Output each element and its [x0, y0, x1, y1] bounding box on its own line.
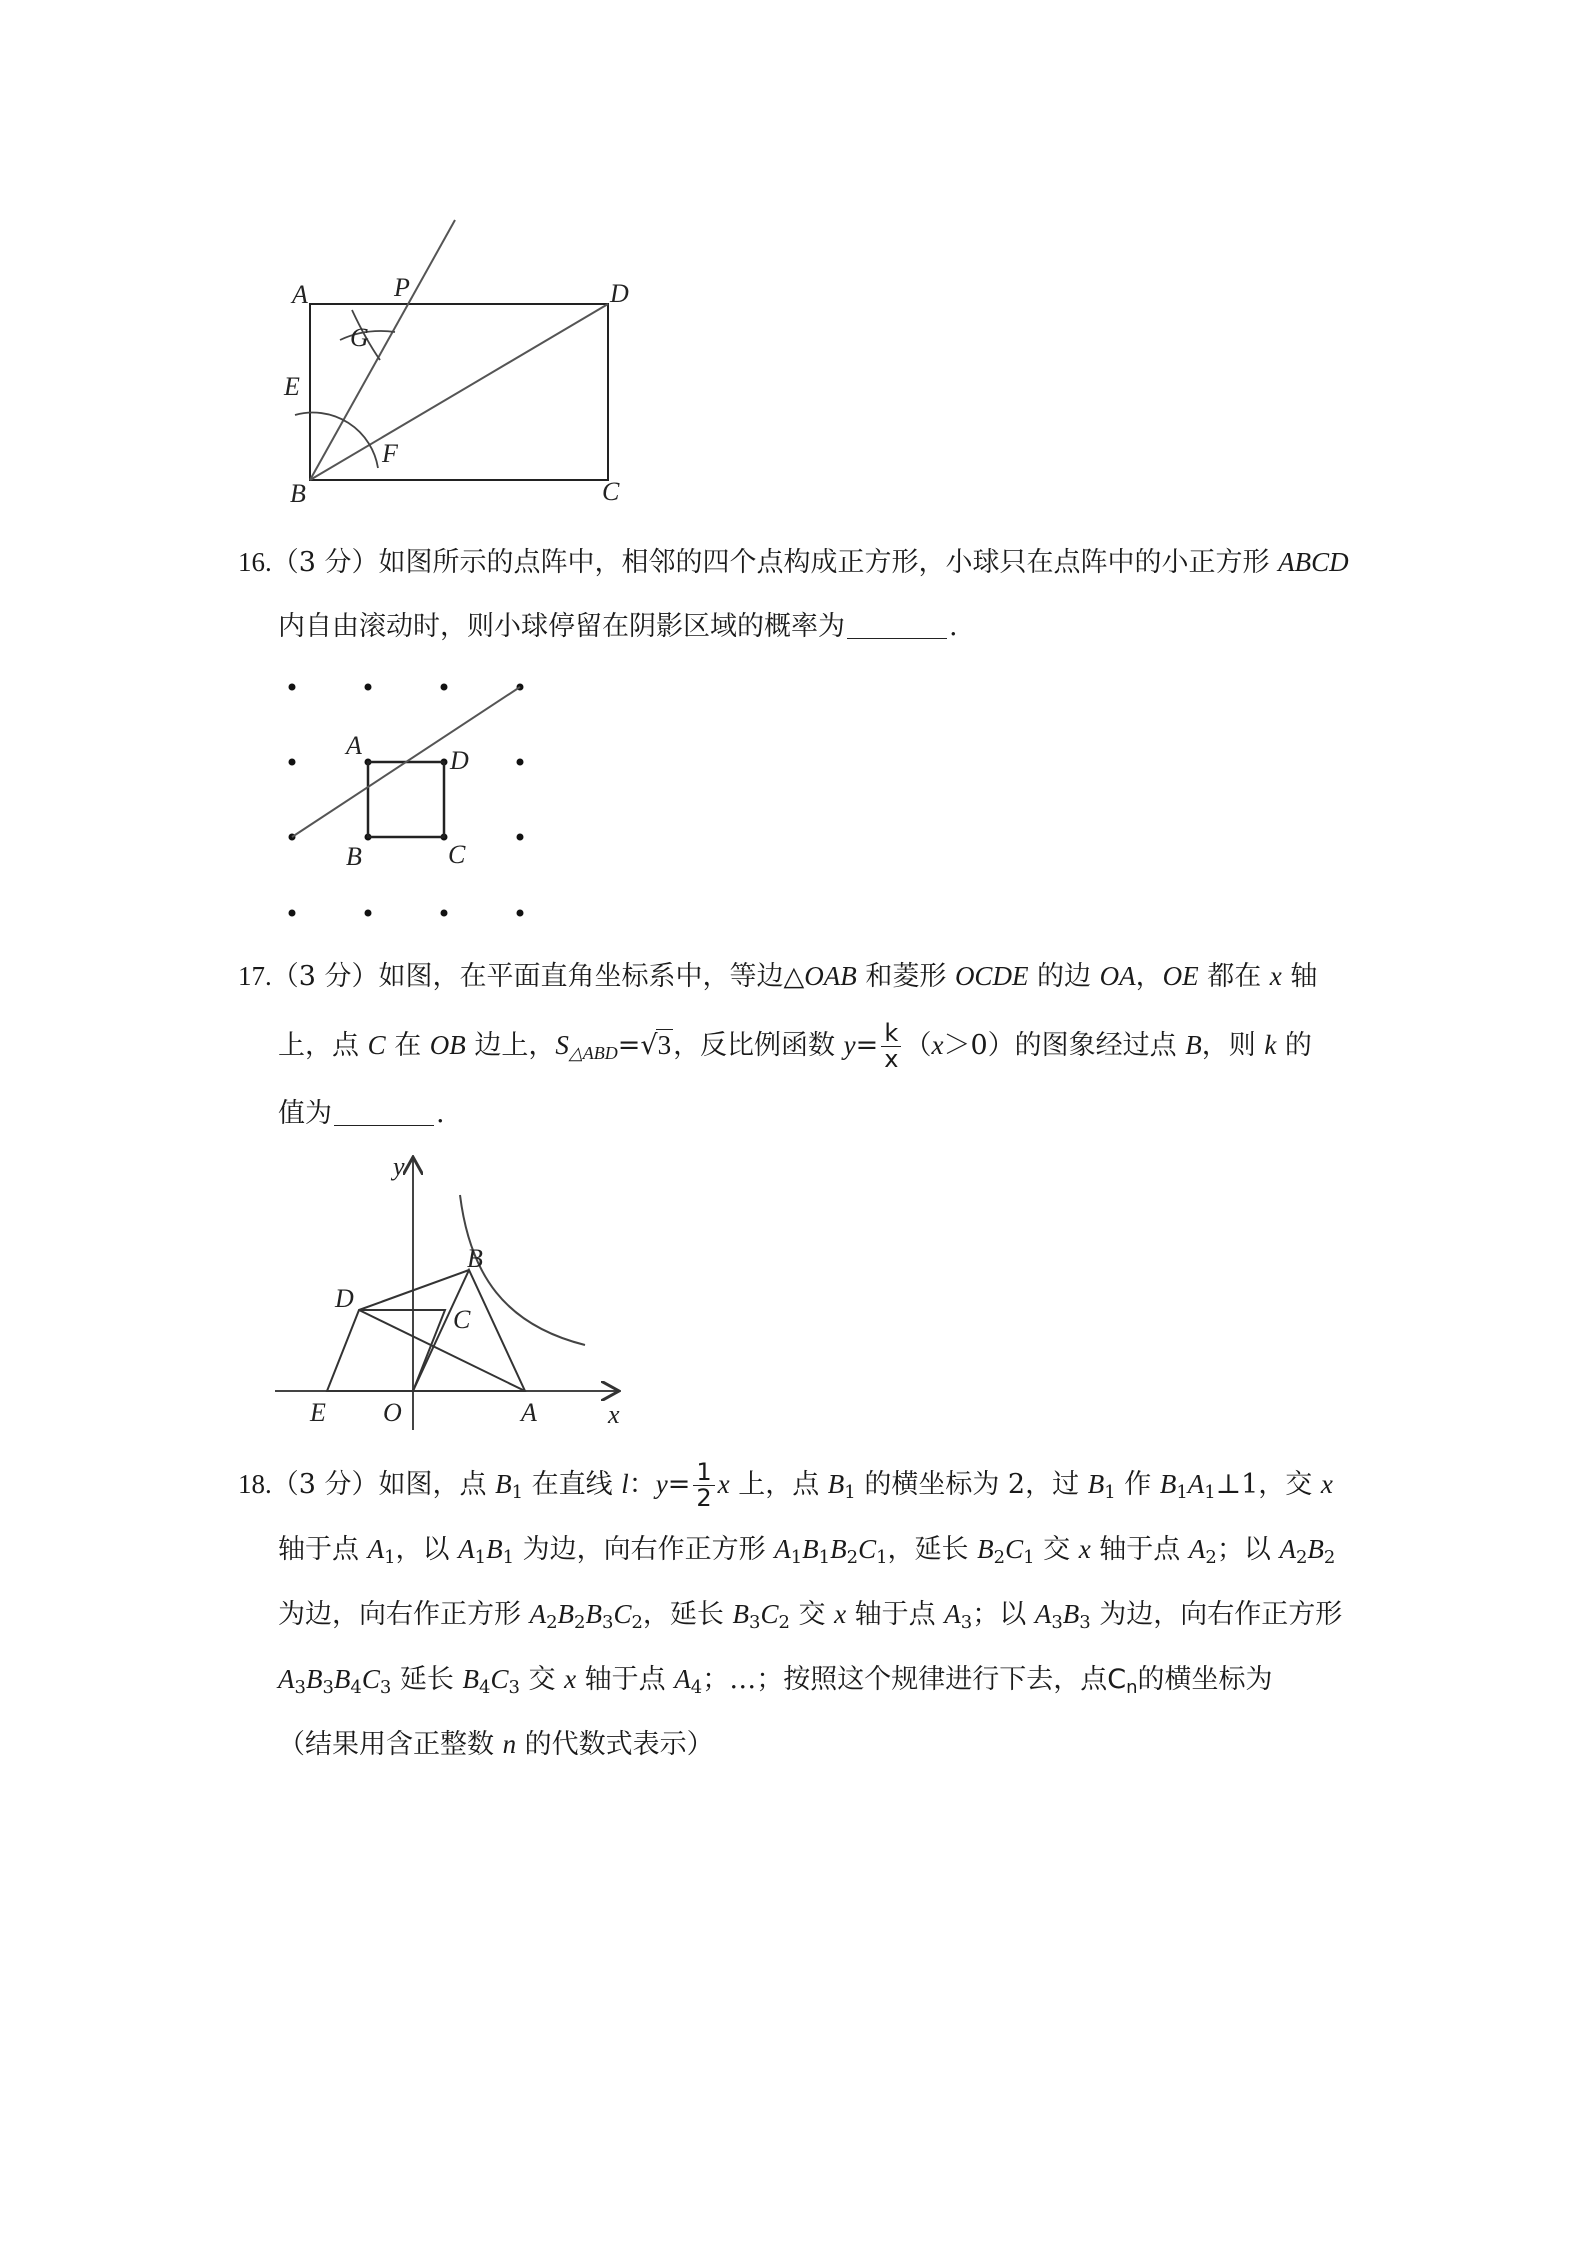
q18-cn: C [1107, 1664, 1127, 1695]
q17-frac-num: k [881, 1021, 901, 1047]
q18-t16: ，延长 [642, 1599, 733, 1630]
label-b: B [467, 1244, 483, 1273]
q18-b: B [1307, 1534, 1324, 1564]
coordinate-svg [265, 1145, 635, 1445]
figure-dot-lattice [270, 675, 550, 935]
q18-t6: 作 [1115, 1469, 1160, 1500]
q18-b: B [462, 1664, 479, 1694]
q18-sub: 2 [846, 1547, 859, 1568]
q18-sub: 1 [474, 1547, 487, 1568]
q18-t3: ： [628, 1469, 656, 1500]
q18-a1-sub: 1 [1204, 1482, 1216, 1503]
q17-t10: ，反比例函数 [673, 1030, 844, 1061]
q18-sub: 3 [1079, 1612, 1091, 1633]
label-b: B [290, 479, 306, 508]
q18-c: C [760, 1599, 779, 1629]
q17-x: x [1269, 961, 1282, 991]
q18-t17: 交 [789, 1599, 835, 1630]
label-d: D [450, 746, 469, 775]
q17-three: 3 [657, 1030, 672, 1060]
q18-x: x [717, 1469, 730, 1499]
q18-sub: 1 [1023, 1547, 1035, 1568]
question-17 [238, 942, 1348, 1148]
q18-t23: 轴于点 [576, 1664, 675, 1695]
q16-answer-blank[interactable] [847, 611, 947, 639]
q18-t21: 延长 [391, 1664, 463, 1695]
q17-line-1 [238, 942, 1348, 1011]
q17-t9: 边上， [465, 1030, 556, 1061]
q17-t14: 的 [1276, 1030, 1312, 1061]
q18-sub: 1 [818, 1547, 831, 1568]
q18-b1b: B [827, 1469, 845, 1499]
q18-a: A [529, 1599, 547, 1629]
q18-sub: 2 [778, 1612, 790, 1633]
q18-sub: 4 [350, 1677, 362, 1698]
q18-sub: 1 [384, 1547, 396, 1568]
q17-t4: ， [1135, 961, 1163, 992]
q18-line-4 [238, 1647, 1348, 1712]
q18-t18: 轴于点 [846, 1599, 945, 1630]
q18-c: C [858, 1534, 877, 1564]
q18-a: A [944, 1599, 961, 1629]
q18-c: C [1005, 1534, 1024, 1564]
label-f: F [382, 439, 398, 468]
q17-oa: OA [1099, 961, 1136, 991]
q18-n: n [502, 1729, 517, 1759]
q18-sub: 3 [379, 1677, 392, 1698]
q16-text-2: 内自由滚动时，则小球停留在阴影区域的概率为 [278, 611, 845, 642]
q16-line-2 [238, 595, 1348, 659]
q18-b: B [830, 1534, 847, 1564]
q18-line-5 [238, 1712, 1348, 1777]
q18-t2: 在直线 [523, 1469, 622, 1500]
q18-t20: 为边，向右作正方形 [1090, 1599, 1343, 1630]
label-d: D [610, 279, 629, 308]
q18-sub: 3 [602, 1612, 614, 1633]
q18-sub: 1 [876, 1547, 888, 1568]
q18-t5: 的横坐标为 2，过 [855, 1469, 1088, 1500]
label-a: A [292, 280, 308, 309]
label-p: P [394, 273, 410, 302]
q18-sub: 2 [1295, 1547, 1308, 1568]
q18-sub: 1 [502, 1547, 515, 1568]
q18-t27: 的代数式表示） [516, 1729, 714, 1760]
q17-period: . [436, 1098, 445, 1129]
q18-b1c: B [1087, 1469, 1105, 1499]
q18-a: A [278, 1664, 295, 1694]
q18-t4: 上，点 [729, 1469, 828, 1500]
q18-b: B [585, 1599, 602, 1629]
q17-eq2: = [855, 1030, 879, 1061]
q17-t12: ＞0）的图象经过点 [943, 1030, 1186, 1061]
q18-sub: 3 [749, 1612, 761, 1633]
label-b: B [346, 842, 362, 871]
q18-t25: 的横坐标为 [1137, 1664, 1273, 1695]
figure-rectangle-construction [270, 200, 690, 520]
q18-b: B [557, 1599, 575, 1629]
arc-ef [295, 413, 378, 468]
q18-a: A [1034, 1599, 1052, 1629]
q16-text-1: 如图所示的点阵中，相邻的四个点构成正方形，小球只在点阵中的小正方形 [378, 547, 1279, 578]
q17-eq: = [617, 1030, 641, 1061]
q17-s: S [555, 1030, 569, 1060]
q16-period: . [949, 611, 958, 642]
q18-line-2 [238, 1517, 1348, 1582]
q16-score: （3 分） [271, 547, 379, 578]
q18-b1d-sub: 1 [1176, 1482, 1188, 1503]
q18-t13: 轴于点 [1090, 1534, 1189, 1565]
q18-b1d: B [1159, 1469, 1177, 1499]
q18-t19: ；以 [972, 1599, 1035, 1630]
q18-sub: 2 [574, 1612, 586, 1633]
q18-cn-sub: n [1126, 1677, 1138, 1698]
q18-c: C [613, 1599, 632, 1629]
q18-sub: 3 [322, 1677, 334, 1698]
label-e: E [310, 1398, 326, 1427]
q18-x: x [564, 1664, 577, 1694]
q17-t15: 值为 [278, 1098, 332, 1129]
q18-b1c-sub: 1 [1104, 1482, 1116, 1503]
q18-sub: 4 [479, 1677, 491, 1698]
q18-t26: （结果用含正整数 [278, 1729, 503, 1760]
q18-b: B [977, 1534, 994, 1564]
q18-sub: 2 [546, 1612, 558, 1633]
q18-c: C [490, 1664, 509, 1694]
q17-t2: 和菱形 [856, 961, 955, 992]
q18-b: B [333, 1664, 351, 1694]
q18-a: A [1188, 1534, 1206, 1564]
q18-a: A [1279, 1534, 1296, 1564]
label-e: E [284, 372, 300, 401]
q18-t22: 交 [519, 1664, 565, 1695]
q17-line-3 [238, 1080, 1348, 1148]
q17-fraction-k-over-x [881, 1018, 901, 1073]
q17-t7: 上，点 [278, 1030, 368, 1061]
diagonal-line [292, 687, 520, 837]
q18-l: l [621, 1469, 629, 1499]
q18-b: B [1062, 1599, 1080, 1629]
label-c: C [448, 840, 466, 869]
q18-t1: 如图，点 [378, 1469, 496, 1500]
q18-sub: 3 [1051, 1612, 1063, 1633]
q18-a: A [674, 1664, 691, 1694]
q18-sub: 3 [508, 1677, 520, 1698]
q17-x2: x [931, 1030, 944, 1060]
q18-t12: 交 [1034, 1534, 1079, 1565]
q18-line-1 [238, 1452, 1348, 1517]
q17-s-sub: △ABD [568, 1043, 618, 1063]
q18-frac-den: 2 [696, 1484, 712, 1512]
q18-b: B [305, 1664, 323, 1694]
q17-line-2 [238, 1011, 1348, 1080]
q17-b: B [1185, 1030, 1202, 1060]
question-16 [238, 530, 1348, 659]
q17-t1: 如图，在平面直角坐标系中，等边△ [378, 961, 805, 992]
q16-abcd: ABCD [1278, 547, 1349, 577]
label-c: C [453, 1305, 471, 1334]
q16-number: 16. [238, 547, 272, 577]
question-18 [238, 1452, 1348, 1777]
q17-c: C [367, 1030, 386, 1060]
q17-ocde: OCDE [954, 961, 1029, 991]
q17-k: k [1264, 1030, 1277, 1060]
q18-a: A [774, 1534, 791, 1564]
q18-sub: 3 [960, 1612, 973, 1633]
q18-x: x [1078, 1534, 1091, 1564]
label-g: G [350, 323, 369, 352]
q17-t13: ，则 [1201, 1030, 1265, 1061]
label-o: O [383, 1398, 402, 1427]
q16-line-1 [238, 530, 1348, 595]
lattice-dots [289, 684, 524, 917]
figure-coordinate-rhombus [265, 1145, 635, 1445]
q18-t7: ⊥1，交 [1215, 1469, 1321, 1500]
q18-frac-num: 1 [693, 1460, 714, 1486]
q18-t10: 为边，向右作正方形 [514, 1534, 775, 1565]
q18-sub: 3 [294, 1677, 306, 1698]
q18-t15: 为边，向右作正方形 [278, 1599, 530, 1630]
q18-eq: = [667, 1469, 691, 1500]
segment-da [359, 1310, 525, 1391]
dot-lattice-svg [270, 675, 550, 935]
q18-b: B [732, 1599, 750, 1629]
q18-line-3 [238, 1582, 1348, 1647]
q18-sub: 2 [993, 1547, 1006, 1568]
q18-t14: ；以 [1216, 1534, 1280, 1565]
q18-number: 18. [238, 1469, 272, 1499]
q18-t24: ；…；按照这个规律进行下去，点 [702, 1664, 1108, 1695]
q18-t9: ，以 [395, 1534, 459, 1565]
q17-t8: 在 [385, 1030, 430, 1061]
q18-b: B [486, 1534, 503, 1564]
q17-oab: OAB [804, 961, 857, 991]
q17-sqrt3: √3 [640, 1030, 672, 1061]
q18-c: C [361, 1664, 380, 1694]
label-a: A [521, 1398, 537, 1427]
q18-b1b-sub: 1 [844, 1482, 856, 1503]
q18-score: （3 分） [271, 1469, 379, 1500]
q18-b1: B [495, 1469, 512, 1499]
label-x: x [608, 1400, 620, 1429]
q17-t5: 都在 [1198, 961, 1270, 992]
q18-b: B [802, 1534, 819, 1564]
q18-b1-sub: 1 [511, 1482, 524, 1503]
q18-sub: 4 [690, 1677, 703, 1698]
q18-sub: 1 [790, 1547, 803, 1568]
q18-sub: 2 [1205, 1547, 1217, 1568]
q18-a1: A [1187, 1469, 1205, 1499]
q17-t11: （ [904, 1030, 932, 1061]
q18-x: x [834, 1599, 847, 1629]
q17-number: 17. [238, 961, 272, 991]
q18-sub: 2 [1323, 1547, 1336, 1568]
label-c: C [602, 477, 620, 506]
q17-oe: OE [1162, 961, 1199, 991]
q17-t3: 的边 [1028, 961, 1100, 992]
label-d: D [335, 1284, 354, 1313]
q18-a: A [367, 1534, 385, 1564]
q18-t11: ，延长 [887, 1534, 978, 1565]
q18-t8: 轴于点 [278, 1534, 368, 1565]
q18-sub: 2 [631, 1612, 643, 1633]
q17-frac-den: x [884, 1045, 899, 1073]
q17-score: （3 分） [271, 961, 379, 992]
label-a: A [346, 731, 362, 760]
square-abcd [368, 762, 444, 837]
q18-fraction-half [693, 1457, 714, 1512]
q18-a: A [458, 1534, 475, 1564]
label-y: y [393, 1152, 405, 1181]
q17-y: y [843, 1030, 856, 1060]
q18-x-2: x [1320, 1469, 1333, 1499]
q18-y: y [655, 1469, 668, 1499]
q17-ob: OB [429, 1030, 466, 1060]
q17-answer-blank[interactable] [334, 1098, 434, 1126]
q17-t6: 轴 [1281, 961, 1318, 992]
